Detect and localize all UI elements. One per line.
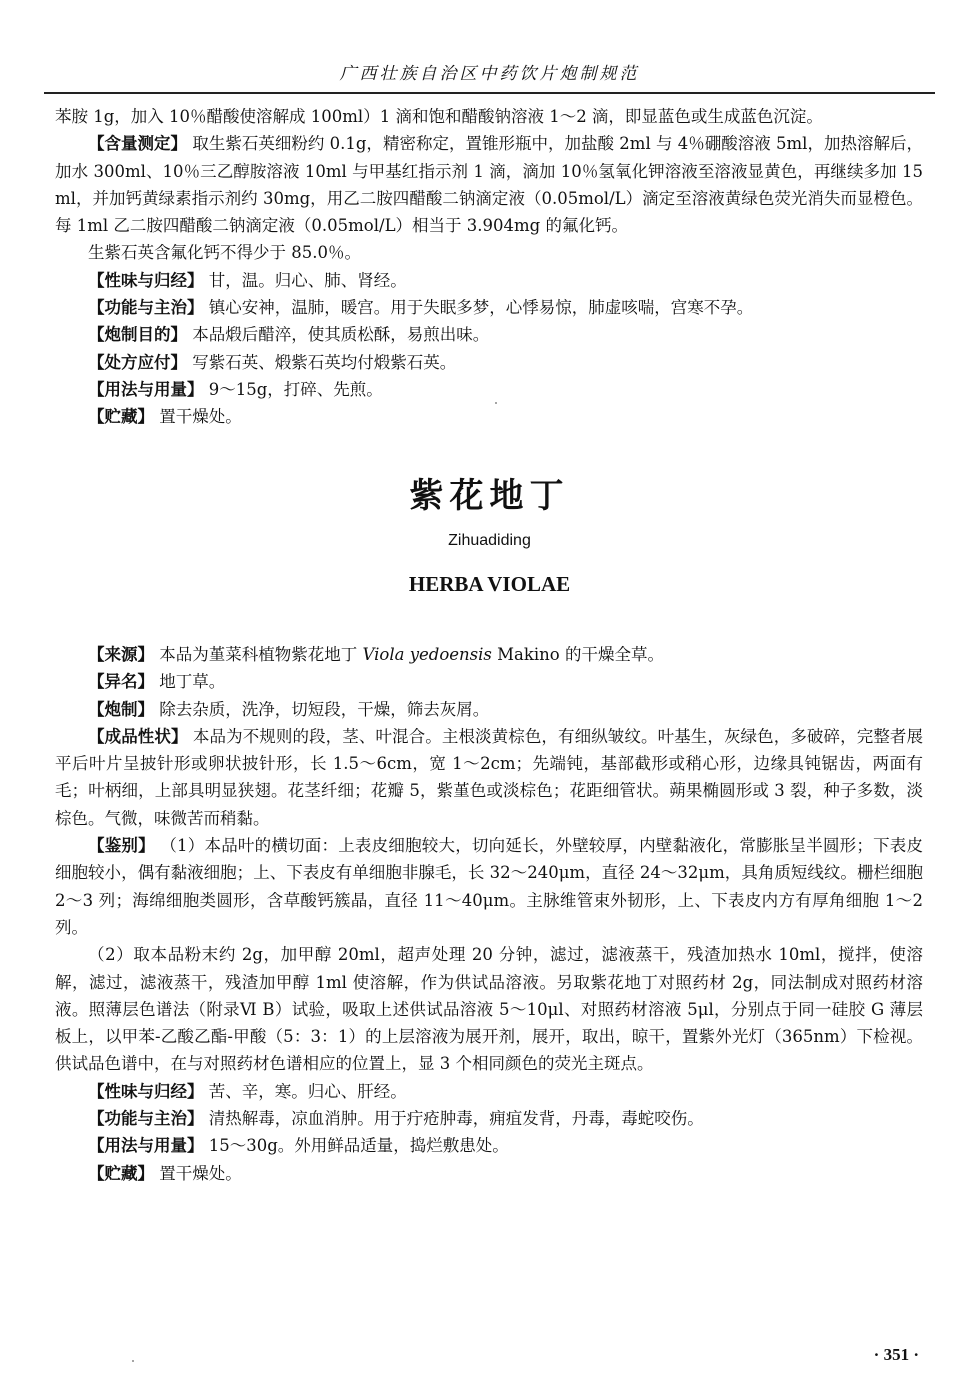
purpose-text: 本品煅后醋淬，使其质松酥，易煎出味。 (192, 325, 490, 345)
prescription-paragraph (55, 349, 923, 376)
usage-text: 9～15g，打碎、先煎。 (208, 379, 383, 399)
purpose-label: 【炮制目的】 (88, 325, 187, 345)
nature-label: 【性味与归经】 (88, 270, 204, 290)
monograph-function-paragraph (55, 1105, 923, 1132)
source-paragraph (55, 641, 923, 668)
character-text: 本品为不规则的段，茎、叶混合。主根淡黄棕色，有细纵皱纹。叶基生，灰绿色，多破碎，完整者展平后叶片呈披针形或卵状披针形，长 1.5～6cm，宽 1～2cm；先端钝，基部截形或稍心形，边缘具钝锯齿，两面有毛；叶柄细，上部具明显狭翅。花茎纤细；花瓣 5，紫堇色或淡棕色；花距细管状。蒴果椭圆形或 3 裂，种子多数，淡棕色。气微，味微苦而稍黏。 (55, 726, 924, 828)
storage-label: 【贮藏】 (88, 407, 154, 427)
monograph-body (55, 641, 923, 1187)
source-species: Viola yedoensis (362, 645, 492, 664)
purpose-paragraph (55, 321, 923, 348)
function-paragraph (55, 294, 923, 321)
monograph-title-pinyin: Zihuadiding (448, 532, 531, 549)
monograph-function-text: 清热解毒，凉血消肿。用于疔疮肿毒，痈疽发背，丹毒，毒蛇咬伤。 (208, 1109, 704, 1129)
alias-label: 【异名】 (88, 672, 154, 692)
assay-text: 取生紫石英细粉约 0.1g，精密称定，置锥形瓶中，加盐酸 2ml 与 4％硼酸溶液 5ml，加热溶解后，加水 300ml、10％三乙醇胺溶液 10ml 与甲基红指示剂 1 滴，滴加 10％氢氧化钾溶液至溶液显黄色，再继续多加 15ml，并加钙黄绿素指示剂约 30mg，用乙二胺四醋酸二钠滴定液（0.05mol/L）滴定至溶液黄绿色荧光消失而显橙色。每 1ml 乙二胺四醋酸二钠滴定液（0.05mol/L）相当于 3.904mg 的氟化钙。 (55, 134, 924, 236)
source-text-post: Makino 的干燥全草。 (491, 645, 664, 664)
monograph-title-latin: HERBA VIOLAE (408, 572, 571, 596)
assay-label: 【含量测定】 (88, 134, 188, 154)
monograph-nature-text: 苦、辛，寒。归心、肝经。 (208, 1081, 407, 1101)
section-previous-monograph (55, 103, 923, 431)
monograph-nature-paragraph (55, 1078, 923, 1105)
prescription-text: 写紫石英、煅紫石英均付煅紫石英。 (192, 352, 457, 372)
scan-speck (495, 402, 497, 404)
assay-limit: 生紫石英含氟化钙不得少于 85.0％。 (88, 243, 361, 263)
processing-label: 【炮制】 (88, 699, 154, 719)
monograph-usage-label: 【用法与用量】 (88, 1136, 204, 1156)
monograph-function-label: 【功能与主治】 (88, 1109, 204, 1129)
alias-text: 地丁草。 (159, 672, 226, 692)
source-label: 【来源】 (88, 645, 154, 664)
usage-label: 【用法与用量】 (88, 379, 204, 399)
usage-paragraph (55, 376, 923, 403)
processing-text: 除去杂质，洗净，切短段，干燥，筛去灰屑。 (159, 699, 490, 719)
identification-label: 【鉴别】 (88, 836, 155, 856)
identification-paragraph-1 (55, 832, 923, 941)
scan-speck (132, 1360, 134, 1362)
storage-paragraph (55, 403, 923, 430)
function-text: 镇心安神，温肺，暖宫。用于失眠多梦，心悸易惊，肺虚咳喘，宫寒不孕。 (208, 298, 754, 318)
alias-paragraph (55, 668, 923, 695)
prescription-label: 【处方应付】 (88, 352, 187, 372)
character-label: 【成品性状】 (88, 726, 188, 746)
monograph-usage-paragraph (55, 1132, 923, 1159)
nature-text: 甘，温。归心、肺、肾经。 (208, 270, 407, 290)
source-text-pre: 本品为堇菜科植物紫花地丁 (159, 645, 363, 664)
monograph-storage-paragraph (55, 1160, 923, 1187)
nature-paragraph (55, 267, 923, 294)
monograph-storage-text: 置干燥处。 (159, 1163, 242, 1183)
page-number: · 351 · (873, 1345, 919, 1364)
running-head: 广西壮族自治区中药饮片炮制规范 (44, 56, 935, 94)
monograph-title-chinese: 紫花地丁 (409, 476, 570, 516)
processing-paragraph (55, 696, 923, 723)
character-paragraph (55, 723, 923, 832)
function-label: 【功能与主治】 (88, 298, 204, 318)
identification-text-1: （1）本品叶的横切面：上表皮细胞较大，切向延长，外壁较厚，内壁黏液化，常膨胀呈半圆形；下表皮细胞较小，偶有黏液细胞；上、下表皮有单细胞非腺毛，长 32～240μm，直径 24～32μm，具角质短线纹。栅栏细胞 2～3 列；海绵细胞类圆形，含草酸钙簇晶，直径 11～40μm。主脉维管束外韧形，上、下表皮内方有厚角细胞 1～2 列。 (55, 836, 924, 937)
storage-text: 置干燥处。 (159, 407, 242, 427)
identification-paragraph-2: （2）取本品粉末约 2g，加甲醇 20ml，超声处理 20 分钟，滤过，滤液蒸干，残渣加热水 10ml，搅拌，使溶解，滤过，滤液蒸干，残渣加甲醇 1ml 使溶解，作为供试品溶液。另取紫花地丁对照药材 2g，同法制成对照药材溶液。照薄层色谱法（附录Ⅵ B）试验，吸取上述供试品溶液 5～10μl、对照药材溶液 5μl，分别点于同一硅胶 G 薄层板上，以甲苯-乙酸乙酯-甲酸（5：3：1）的上层溶液为展开剂，展开，取出，晾干，置紫外光灯（365nm）下检视。供试品色谱中，在与对照药材色谱相应的位置上，显 3 个相同颜色的荧光主斑点。 (55, 945, 923, 1074)
monograph-nature-label: 【性味与归经】 (88, 1081, 204, 1101)
assay-paragraph (55, 130, 923, 239)
monograph-storage-label: 【贮藏】 (88, 1163, 154, 1183)
monograph-usage-text: 15～30g。外用鲜品适量，捣烂敷患处。 (208, 1136, 509, 1156)
continued-paragraph: 苯胺 1g，加入 10％醋酸使溶解成 100ml）1 滴和饱和醋酸钠溶液 1～2 滴，即显蓝色或生成蓝色沉淀。 (55, 107, 823, 126)
